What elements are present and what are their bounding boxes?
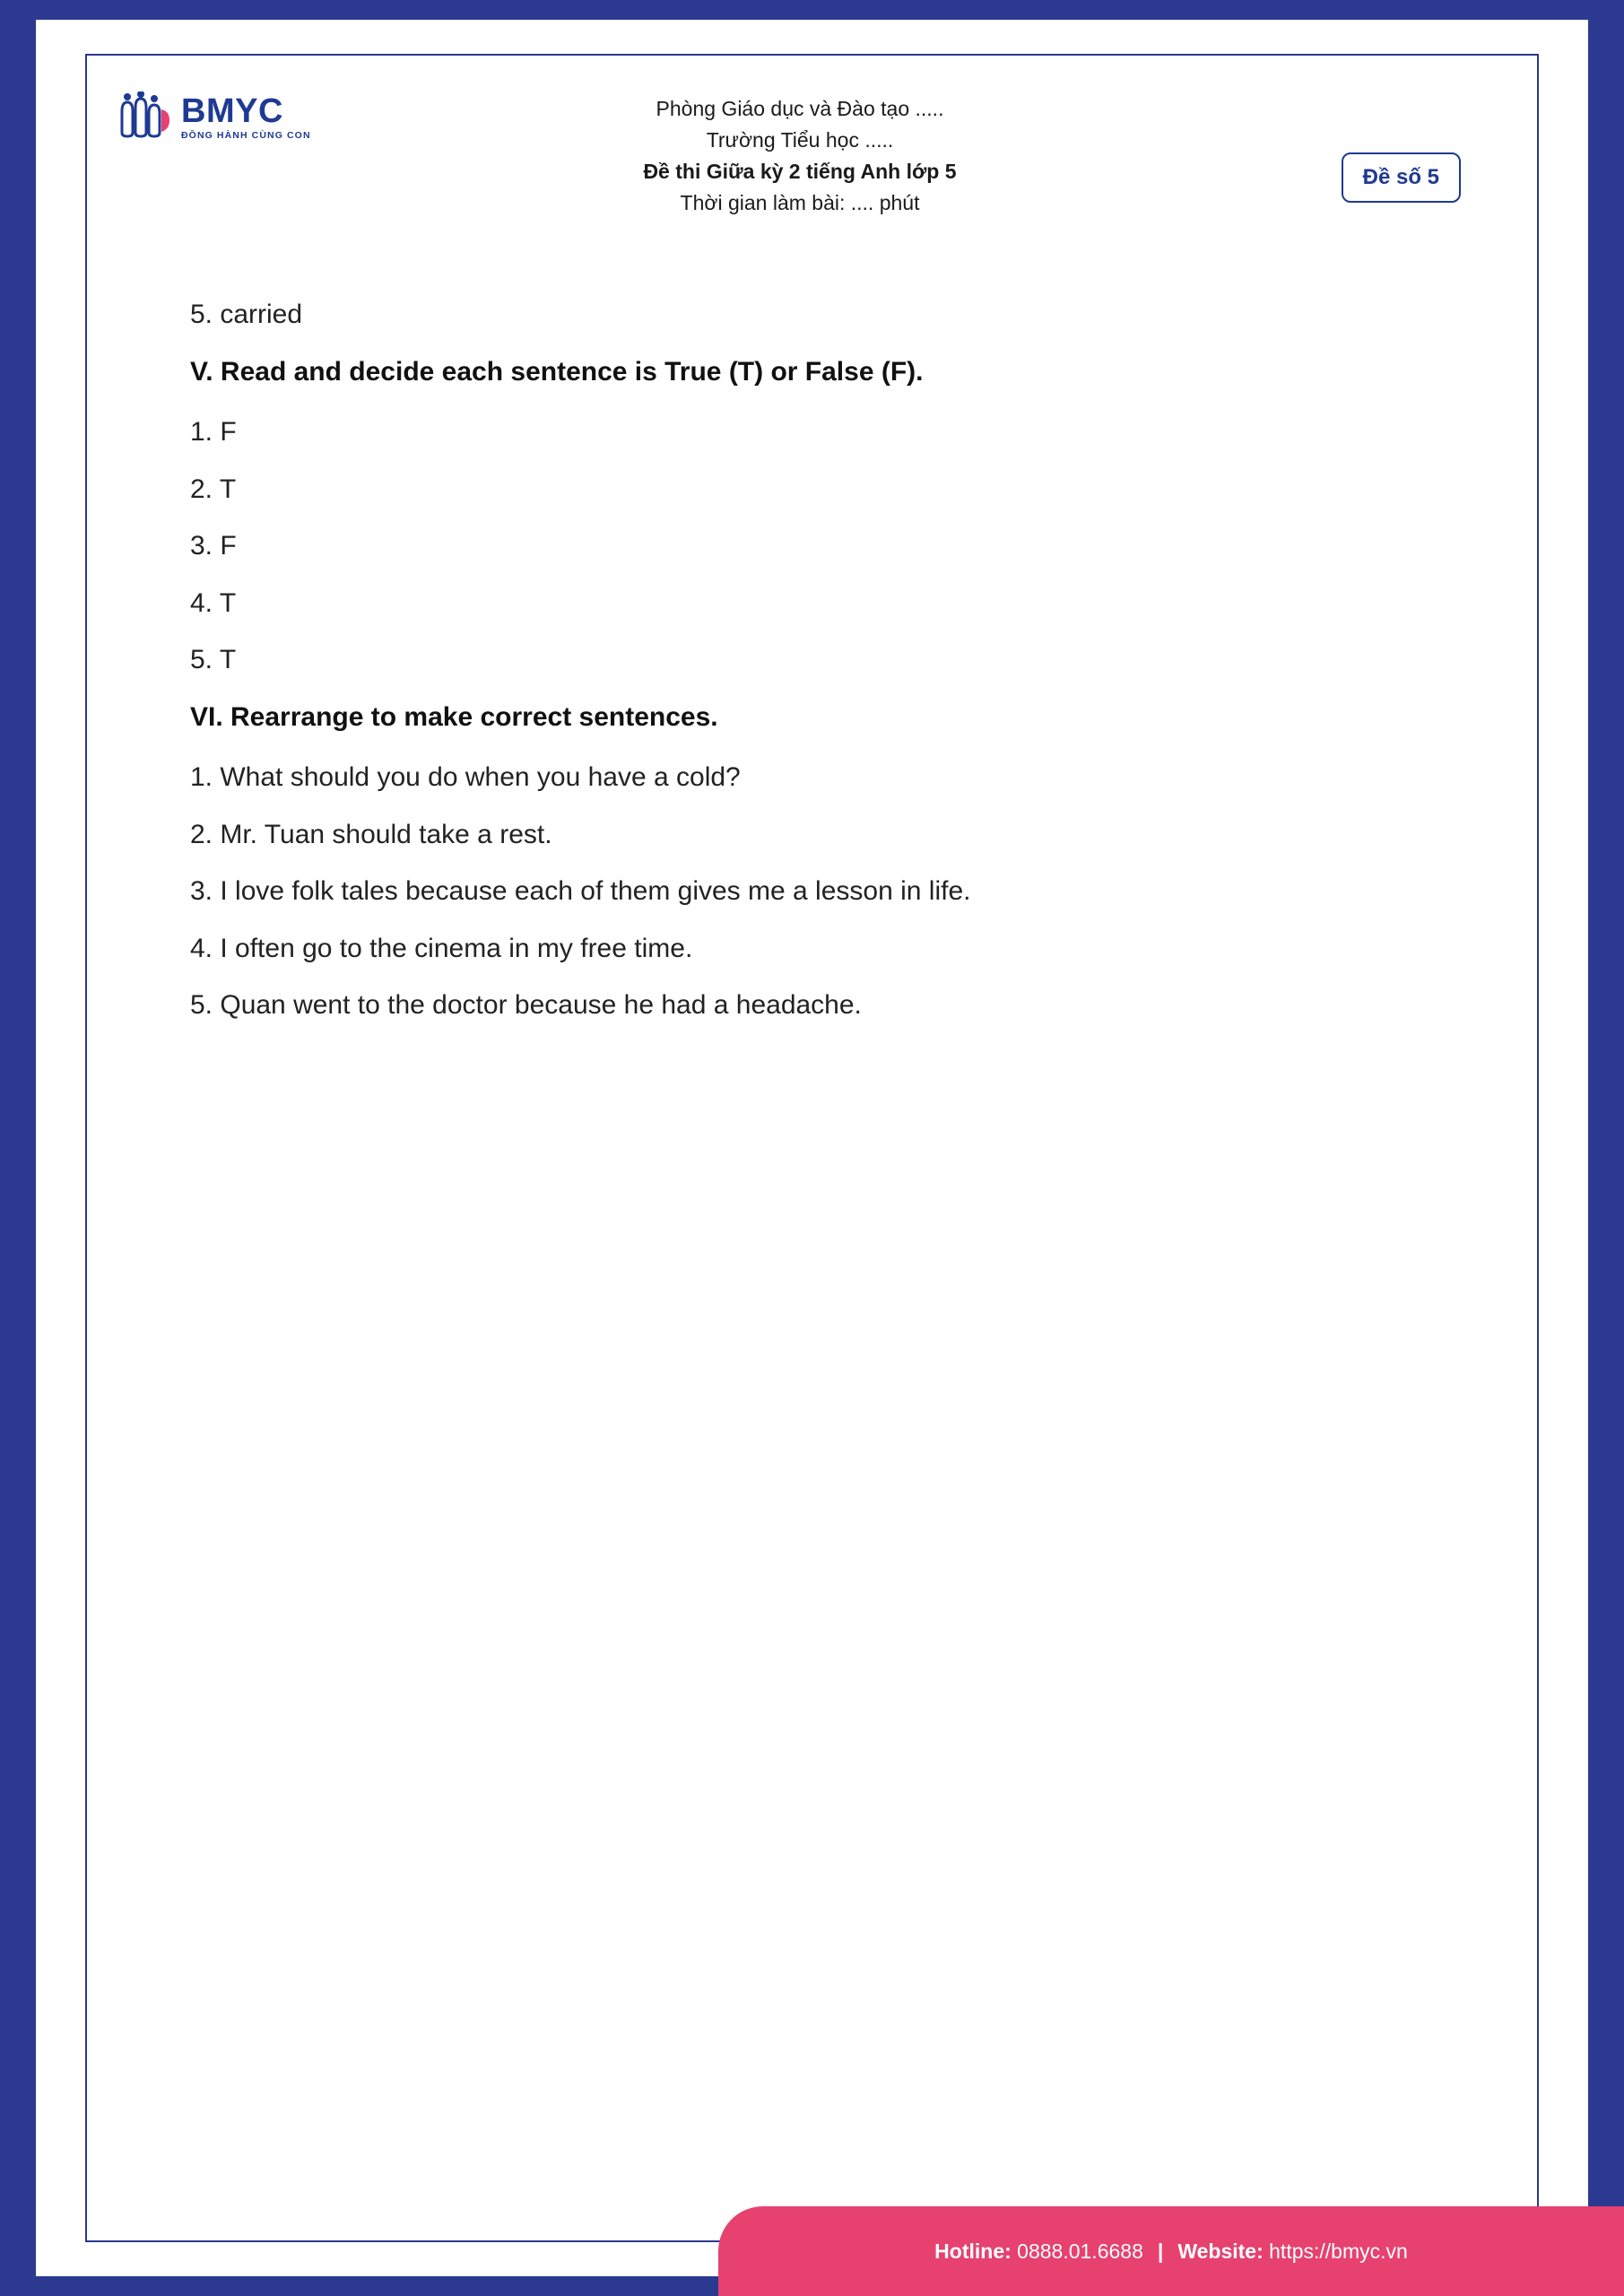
bmyc-logo-text: [181, 94, 311, 141]
header-exam-title: Đề thi Giữa kỳ 2 tiếng Anh lớp 5: [643, 159, 957, 183]
answer-line: 4. I often go to the cinema in my free time.: [190, 933, 693, 963]
answer-line: 3. F: [190, 531, 237, 561]
bmyc-logo-name: BMYC: [181, 92, 283, 131]
document-body: [87, 298, 1537, 2240]
footer-separator: |: [1157, 2239, 1164, 2263]
previous-answer-line: 5. carried: [190, 300, 303, 329]
page-sheet: [85, 54, 1539, 2242]
footer-hotline-label: Hotline:: [934, 2239, 1012, 2263]
answer-line: 4. T: [190, 587, 237, 618]
answer-line: 3. I love folk tales because each of them gives me a lesson in life.: [190, 876, 971, 906]
exam-header-text: [383, 93, 1217, 219]
section-vi-heading: VI. Rearrange to make correct sentences.: [190, 701, 718, 732]
answer-line: 1. What should you do when you have a cold?: [190, 762, 741, 792]
answer-line: 5. T: [190, 645, 237, 674]
exam-number-badge: Đề số 5: [1342, 152, 1461, 203]
header-school: Trường Tiểu học .....: [706, 127, 894, 152]
bmyc-logo-icon: [117, 91, 172, 144]
document-header: [87, 56, 1537, 298]
footer-contact-bar: [718, 2206, 1624, 2296]
page-sheet-outline: [36, 20, 1588, 2276]
answer-line: 2. T: [190, 474, 237, 504]
answer-line: 5. Quan went to the doctor because he had a headache.: [190, 990, 862, 1020]
header-department: Phòng Giáo dục và Đào tạo .....: [656, 97, 944, 120]
answer-line: 1. F: [190, 417, 237, 447]
bmyc-logo-tagline: ĐỒNG HÀNH CÙNG CON: [181, 130, 311, 142]
footer-hotline-value: 0888.01.6688: [1017, 2239, 1143, 2263]
section-v-heading: V. Read and decide each sentence is True (T) or False (F).: [190, 356, 924, 387]
answer-line: 2. Mr. Tuan should take a rest.: [190, 819, 552, 849]
header-duration: Thời gian làm bài: .... phút: [680, 190, 920, 214]
footer-website-label: Website:: [1177, 2239, 1264, 2263]
bmyc-logo: [117, 91, 311, 144]
footer-website-value[interactable]: https://bmyc.vn: [1269, 2239, 1408, 2263]
